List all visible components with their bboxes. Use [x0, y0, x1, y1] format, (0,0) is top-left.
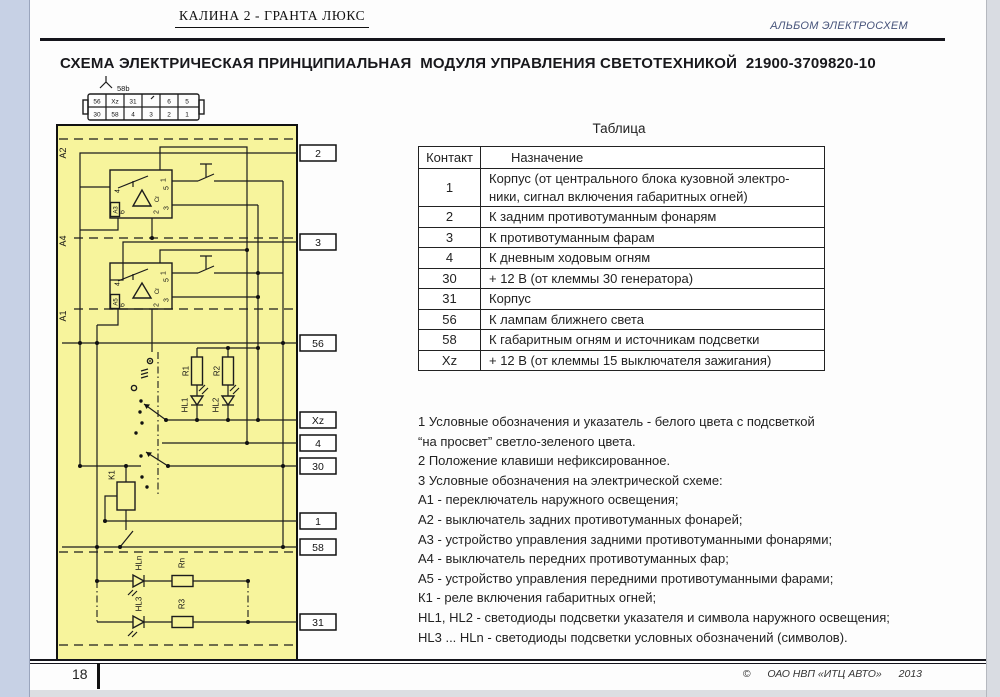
svg-text:4: 4 — [131, 111, 135, 119]
footer-rule — [30, 659, 986, 661]
table-row: 1 Корпус (от центрального блока кузовной электро-ники, сигнал включения габаритных огней) — [419, 169, 825, 207]
svg-text:R2: R2 — [212, 365, 222, 377]
note-line: А4 - выключатель передних противотуманных фар; — [418, 551, 729, 567]
svg-text:6: 6 — [119, 210, 127, 214]
terminal-30: 30 — [312, 461, 324, 473]
svg-text:4: 4 — [114, 189, 122, 193]
svg-text:31: 31 — [129, 98, 137, 106]
page-title: СХЕМА ЭЛЕКТРИЧЕСКАЯ ПРИНЦИПИАЛЬНАЯ МОДУЛЯ УПРАВЛЕНИЯ СВЕТОТЕХНИКОЙ 21900-3709820-10 — [60, 55, 876, 72]
table-caption: Таблица — [592, 121, 646, 136]
note-line: HL3 ... HLn - светодиоды подсветки условных обозначений (символов). — [418, 629, 848, 645]
svg-text:4: 4 — [114, 282, 122, 286]
table-header-row — [419, 147, 825, 169]
svg-text:Cr: Cr — [155, 195, 161, 203]
album-label: АЛЬБОМ ЭЛЕКТРОСХЕМ — [770, 20, 908, 32]
bottom-margin-strip — [30, 690, 986, 697]
table-row: 2 К задним противотуманным фонарям — [419, 207, 825, 228]
svg-text:1: 1 — [160, 178, 168, 182]
svg-text:Cr: Cr — [155, 287, 161, 295]
svg-text:A5: A5 — [113, 298, 120, 306]
connector-label: 58b — [117, 84, 130, 93]
note-line: А3 - устройство управления задними противотуманными фонарями; — [418, 531, 833, 547]
terminal-1: 1 — [315, 516, 321, 528]
contacts-table — [418, 146, 825, 371]
terminal-xz: Xz — [311, 415, 325, 427]
terminal-2: 2 — [315, 148, 321, 160]
note-line: “на просвет” светло-зеленого цвета. — [418, 433, 636, 449]
svg-text:Rn: Rn — [177, 557, 187, 569]
running-header-title: КАЛИНА 2 - ГРАНТА ЛЮКС — [175, 8, 369, 28]
table-row: 58 К габаритным огням и источникам подсветки — [419, 330, 825, 351]
terminal-pads — [300, 145, 336, 630]
svg-text:1: 1 — [160, 271, 168, 275]
publication-year: 2013 — [898, 668, 922, 680]
section-label-a4: A4 — [58, 235, 68, 247]
svg-text:3: 3 — [149, 111, 153, 119]
table-row: 4 К дневным ходовым огням — [419, 248, 825, 269]
header-rule — [40, 38, 945, 41]
harness-connector — [83, 76, 204, 120]
svg-text:HL1: HL1 — [180, 397, 190, 413]
note-line: К1 - реле включения габаритных огней; — [418, 590, 657, 606]
svg-text:6: 6 — [119, 303, 127, 307]
section-label-a2: A2 — [58, 147, 68, 159]
svg-text:A3: A3 — [113, 206, 120, 214]
svg-text:HL2: HL2 — [211, 397, 221, 413]
svg-text:30: 30 — [93, 111, 101, 119]
svg-text:5: 5 — [163, 186, 171, 190]
svg-text:2: 2 — [153, 210, 161, 214]
svg-text:1: 1 — [185, 111, 189, 119]
page-number-bar — [97, 663, 100, 689]
note-line: HL1, HL2 - светодиоды подсветки указателя и символа наружного освещения; — [418, 609, 890, 625]
svg-text:HL3: HL3 — [134, 596, 144, 612]
column-header-contact: Контакт — [419, 147, 481, 169]
page-number: 18 — [72, 666, 88, 682]
svg-text:HLn: HLn — [134, 555, 144, 571]
svg-text:6: 6 — [167, 98, 171, 106]
terminal-58: 58 — [312, 542, 324, 554]
notes-block — [418, 412, 890, 647]
section-label-a1: A1 — [58, 310, 68, 322]
right-margin-strip — [986, 0, 1000, 697]
svg-text:5: 5 — [163, 278, 171, 282]
svg-text:5: 5 — [185, 98, 189, 106]
column-header-purpose: Назначение — [481, 147, 825, 169]
left-margin-strip — [0, 0, 30, 697]
table-row: 3 К противотуманным фарам — [419, 227, 825, 248]
svg-text:R3: R3 — [177, 598, 187, 610]
svg-text:K1: K1 — [107, 470, 117, 480]
svg-text:R1: R1 — [181, 365, 191, 377]
note-line: А5 - устройство управления передними противотуманными фарами; — [418, 570, 834, 586]
wiring-schematic — [40, 70, 350, 670]
svg-text:2: 2 — [167, 111, 171, 119]
table-row: Xz + 12 В (от клеммы 15 выключателя зажигания) — [419, 350, 825, 371]
note-line: 3 Условные обозначения на электрической схеме: — [418, 472, 723, 488]
footer-rule-thin — [30, 663, 986, 664]
terminal-56: 56 — [312, 338, 324, 350]
terminal-3: 3 — [315, 237, 321, 249]
note-line: А1 - переключатель наружного освещения; — [418, 492, 679, 508]
note-line: 2 Положение клавиши нефиксированное. — [418, 453, 671, 469]
footer-copyright — [743, 668, 922, 680]
table-row: 30 + 12 В (от клеммы 30 генератора) — [419, 268, 825, 289]
svg-text:56: 56 — [93, 98, 101, 106]
terminal-4: 4 — [315, 438, 321, 450]
copyright-symbol: © — [742, 668, 751, 680]
table-row: 56 К лампам ближнего света — [419, 309, 825, 330]
publisher-name: ОАО НВП «ИТЦ АВТО» — [767, 668, 882, 680]
note-line: 1 Условные обозначения и указатель - белого цвета с подсветкой — [418, 414, 815, 429]
svg-text:3: 3 — [163, 298, 171, 302]
svg-text:2: 2 — [153, 303, 161, 307]
svg-text:Xz: Xz — [111, 98, 119, 106]
table-row: 31 Корпус — [419, 289, 825, 310]
svg-text:3: 3 — [163, 206, 171, 210]
svg-text:58: 58 — [111, 111, 119, 119]
terminal-31: 31 — [312, 617, 324, 629]
note-line: А2 - выключатель задних противотуманных фонарей; — [418, 511, 743, 527]
connector-pin-labels — [93, 99, 189, 119]
